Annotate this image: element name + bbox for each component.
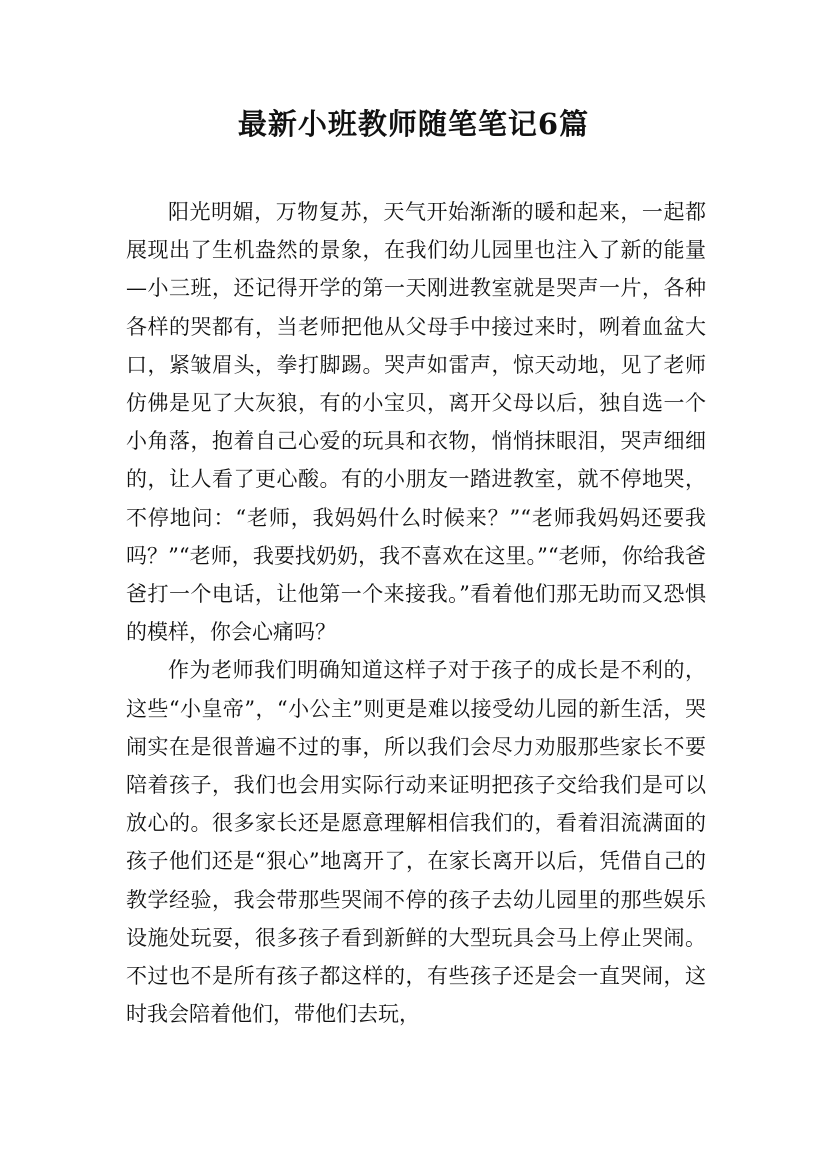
paragraph-1: 阳光明媚，万物复苏，天气开始渐渐的暖和起来，一起都展现出了生机盎然的景象，在我们幼儿园里也注入了新的能量—小三班，还记得开学的第一天刚进教室就是哭声一片，各种各样的哭都有，当老师把他从父母手中接过来时，咧着血盆大口，紧皱眉头，拳打脚踢。哭声如雷声，惊天动地，见了老师仿佛是见了大灰狼，有的小宝贝，离开父母以后，独自选一个小角落，抱着自己心爱的玩具和衣物，悄悄抹眼泪，哭声细细的，让人看了更心酸。有的小朋友一踏进教室，就不停地哭，不停地问：“老师，我妈妈什么时候来？”“老师我妈妈还要我吗？”“老师，我要找奶奶，我不喜欢在这里。”“老师，你给我爸爸打一个电话，让他第一个来接我。”看着他们那无助而又恐惧的模样，你会心痛吗？ (126, 200, 706, 645)
paragraph-2: 作为老师我们明确知道这样子对于孩子的成长是不利的，这些“小皇帝”，“小公主”则更是难以接受幼儿园的新生活，哭闹实在是很普遍不过的事，所以我们会尽力劝服那些家长不要陪着孩子，我们也会用实际行动来证明把孩子交给我们是可以放心的。很多家长还是愿意理解相信我们的，看着泪流满面的孩子他们还是“狠心”地离开了，在家长离开以后，凭借自己的教学经验，我会带那些哭闹不停的孩子去幼儿园里的那些娱乐设施处玩耍，很多孩子看到新鲜的大型玩具会马上停止哭闹。不过也不是所有孩子都这样的，有些孩子还是会一直哭闹，这时我会陪着他们，带他们去玩， (126, 658, 706, 1027)
document-title: 最新小班教师随笔笔记6篇 (237, 107, 590, 141)
document-body (126, 193, 706, 1033)
